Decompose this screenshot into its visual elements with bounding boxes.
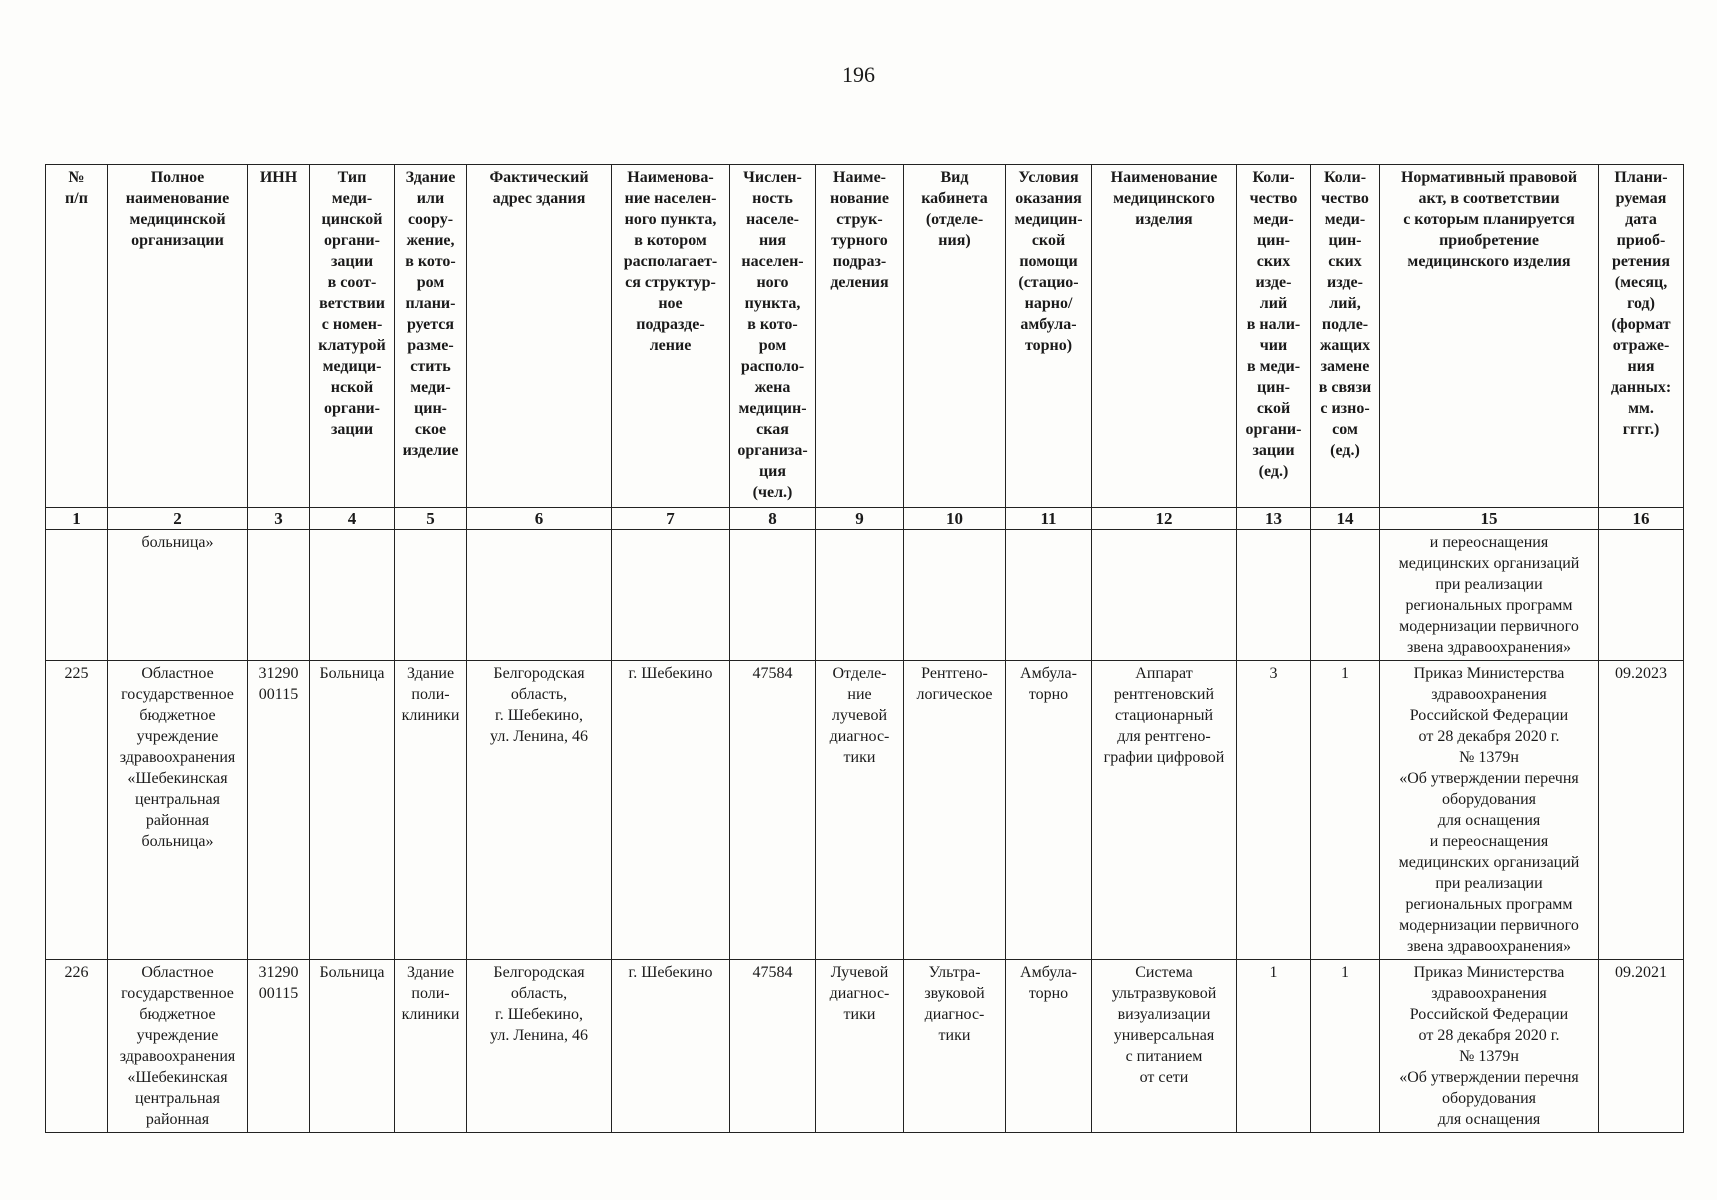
- column-number-12: 12: [1092, 508, 1237, 530]
- table-cell: Аппарат рентгеновский стационарный для рентгено- графии цифровой: [1092, 661, 1237, 960]
- table-cell: Рентгено- логическое: [904, 661, 1006, 960]
- table-cell: [612, 530, 730, 661]
- column-header-7: Наименова- ние населен- ного пункта, в котором располагает- ся структур- ное подразде- ление: [612, 165, 730, 508]
- column-header-1: № п/п: [46, 165, 108, 508]
- column-header-10: Вид кабинета (отделе- ния): [904, 165, 1006, 508]
- table-cell: 226: [46, 960, 108, 1133]
- table-cell: Система ультразвуковой визуализации универсальная с питанием от сети: [1092, 960, 1237, 1133]
- table-cell: [904, 530, 1006, 661]
- table-cell: 09.2023: [1599, 661, 1684, 960]
- column-header-12: Наименование медицинского изделия: [1092, 165, 1237, 508]
- table-cell: 31290 00115: [248, 661, 310, 960]
- column-header-4: Тип меди- цинской органи- зации в соот- ветствии с номен- клатурой медици- нской органи- зации: [310, 165, 395, 508]
- table-cell: Областное государственное бюджетное учреждение здравоохранения «Шебекинская центральная районная: [108, 960, 248, 1133]
- table-cell: Здание поли- клиники: [395, 661, 467, 960]
- table-cell: 47584: [730, 661, 816, 960]
- table-cell: [310, 530, 395, 661]
- table-cell: 1: [1311, 960, 1380, 1133]
- table-cell: [1092, 530, 1237, 661]
- table-cell: [467, 530, 612, 661]
- column-number-6: 6: [467, 508, 612, 530]
- page-number: 196: [842, 62, 875, 87]
- table-cell: [248, 530, 310, 661]
- table-cell: [730, 530, 816, 661]
- table-cell: г. Шебекино: [612, 661, 730, 960]
- table-cell: 31290 00115: [248, 960, 310, 1133]
- column-number-13: 13: [1237, 508, 1311, 530]
- column-header-14: Коли- чество меди- цин- ских изде- лий, подле- жащих замене в связи с изно- сом (ед.): [1311, 165, 1380, 508]
- table-cell: [395, 530, 467, 661]
- table-cell: Белгородская область, г. Шебекино, ул. Ленина, 46: [467, 661, 612, 960]
- column-number-10: 10: [904, 508, 1006, 530]
- column-number-15: 15: [1380, 508, 1599, 530]
- medical-equipment-table: [45, 164, 1684, 1133]
- table-cell: 1: [1237, 960, 1311, 1133]
- table-cell: Здание поли- клиники: [395, 960, 467, 1133]
- column-number-5: 5: [395, 508, 467, 530]
- table-cell: [46, 530, 108, 661]
- table-cell: Ультра- звуковой диагнос- тики: [904, 960, 1006, 1133]
- table-cell: Больница: [310, 661, 395, 960]
- table-cell: Белгородская область, г. Шебекино, ул. Ленина, 46: [467, 960, 612, 1133]
- column-header-5: Здание или соору- жение, в кото- ром плани- руется разме- стить меди- цин- ское изделие: [395, 165, 467, 508]
- table-cell: [816, 530, 904, 661]
- table-cell: 09.2021: [1599, 960, 1684, 1133]
- table-cell: Амбула- торно: [1006, 661, 1092, 960]
- column-number-14: 14: [1311, 508, 1380, 530]
- column-number-16: 16: [1599, 508, 1684, 530]
- table-cell: Приказ Министерства здравоохранения Российской Федерации от 28 декабря 2020 г. № 1379н «Об утверждении перечня оборудования для оснащения и переоснащения медицинских организаций при реализации региональных программ модернизации первичного звена здравоохранения»: [1380, 661, 1599, 960]
- column-header-6: Фактический адрес здания: [467, 165, 612, 508]
- column-header-8: Числен- ность населе- ния населен- ного пункта, в кото- ром располо- жена медицин- ская организа- ция (чел.): [730, 165, 816, 508]
- table-body: [46, 530, 1684, 1133]
- column-header-2: Полное наименование медицинской организации: [108, 165, 248, 508]
- column-number-4: 4: [310, 508, 395, 530]
- table-cell: Отделе- ние лучевой диагнос- тики: [816, 661, 904, 960]
- column-header-16: Плани- руемая дата приоб- ретения (месяц, год) (формат отраже- ния данных: мм. гггг.): [1599, 165, 1684, 508]
- table-cell: Больница: [310, 960, 395, 1133]
- table-row: [46, 661, 1684, 960]
- table-cell: 3: [1237, 661, 1311, 960]
- table-row: [46, 530, 1684, 661]
- column-header-9: Наиме- нование струк- турного подраз- деления: [816, 165, 904, 508]
- column-header-3: ИНН: [248, 165, 310, 508]
- table-cell: 225: [46, 661, 108, 960]
- column-number-11: 11: [1006, 508, 1092, 530]
- table-cell: [1006, 530, 1092, 661]
- column-number-9: 9: [816, 508, 904, 530]
- table-cell: Областное государственное бюджетное учреждение здравоохранения «Шебекинская центральная районная больница»: [108, 661, 248, 960]
- table-row: [46, 960, 1684, 1133]
- column-number-row: [46, 508, 1684, 530]
- column-number-3: 3: [248, 508, 310, 530]
- column-header-15: Нормативный правовой акт, в соответствии с которым планируется приобретение медицинского изделия: [1380, 165, 1599, 508]
- table-cell: [1237, 530, 1311, 661]
- column-number-2: 2: [108, 508, 248, 530]
- table-cell: Амбула- торно: [1006, 960, 1092, 1133]
- header-row: [46, 165, 1684, 508]
- table-cell: 47584: [730, 960, 816, 1133]
- column-number-7: 7: [612, 508, 730, 530]
- table-cell: больница»: [108, 530, 248, 661]
- table-cell: г. Шебекино: [612, 960, 730, 1133]
- table-cell: Приказ Министерства здравоохранения Российской Федерации от 28 декабря 2020 г. № 1379н «Об утверждении перечня оборудования для оснащения: [1380, 960, 1599, 1133]
- table-cell: Лучевой диагнос- тики: [816, 960, 904, 1133]
- column-header-11: Условия оказания медицин- ской помощи (стацио- нарно/ амбула- торно): [1006, 165, 1092, 508]
- table-cell: [1311, 530, 1380, 661]
- column-number-1: 1: [46, 508, 108, 530]
- table-cell: 1: [1311, 661, 1380, 960]
- table-cell: [1599, 530, 1684, 661]
- table-cell: и переоснащения медицинских организаций при реализации региональных программ модернизации первичного звена здравоохранения»: [1380, 530, 1599, 661]
- column-header-13: Коли- чество меди- цин- ских изде- лий в нали- чии в меди- цин- ской органи- зации (ед.): [1237, 165, 1311, 508]
- column-number-8: 8: [730, 508, 816, 530]
